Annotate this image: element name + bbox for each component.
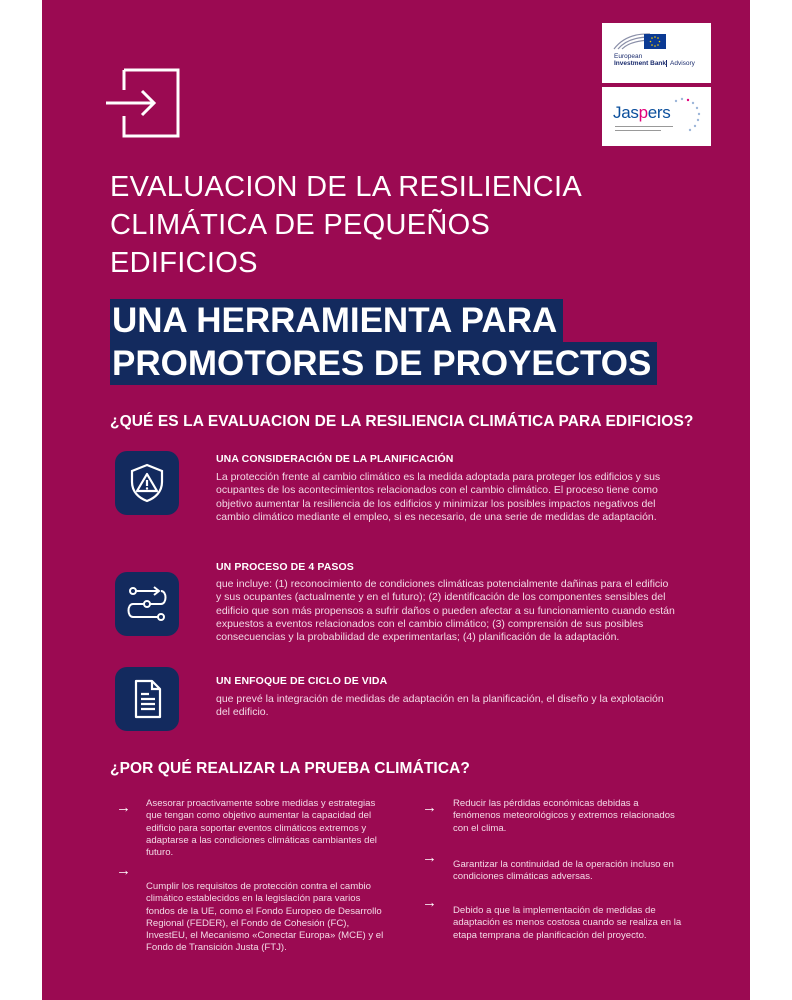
eib-name: European Investment Bank	[614, 53, 667, 67]
jaspers-tagline-lines	[615, 125, 685, 134]
jaspers-logo	[602, 87, 711, 146]
reason-item: Asesorar proactivamente sobre medidas y estrategias que tengan como objetivo aumentar la capacidad del edificio para soportar eventos climáticos extremos y adaptarse a las condiciones climáticas cambiantes del futuro.	[146, 798, 377, 859]
process-flow-icon	[125, 582, 169, 626]
eu-flag-icon	[644, 34, 666, 49]
item-title: UNA CONSIDERACIÓN DE LA PLANIFICACIÓN	[216, 453, 454, 465]
enter-icon	[106, 68, 180, 138]
arrow-right-icon: →	[422, 849, 437, 866]
item-text: La protección frente al cambio climático es la medida adoptada para proteger los edificios y sus ocupantes de los acontecimientos relacionados con el cambio climático. El proceso tiene como objetivo aumentar la resiliencia de los edificios y minimizar los posibles impactos negativos del cambio climático mediante el empleo, si es necesario, de una serie de medidas de adaptación.	[216, 471, 661, 523]
subtitle-line-2: PROMOTORES DE PROYECTOS	[110, 342, 657, 385]
arrow-right-icon: →	[422, 799, 437, 816]
arrow-right-icon: →	[116, 799, 131, 816]
item-text: que incluye: (1) reconocimiento de condiciones climáticas potencialmente dañinas para el edificio y sus ocupantes (actualmente y en el futuro); (2) identificación de los componentes sensibles del edificio que son más propensos a sufrir daños o pueden afectar a su funcionamiento cuando están expuestos a eventos relacionados con el cambio climático; (3) comprensión de sus posibles consecuencias y la probabilidad de experimentarlas; (4) planificación de la adaptación.	[216, 578, 675, 644]
reason-item: Cumplir los requisitos de protección contra el cambio climático establecidos en la legislación para varios fondos de la UE, como el Fondo Europeo de Desarrollo Regional (FEDER), el Fondo de Cohesión (FC), InvestEU, el Mecanismo «Conectar Europa» (MCE) y el Fondo de Transición Justa (FTJ).	[146, 881, 384, 954]
section-why-heading: ¿POR QUÉ REALIZAR LA PRUEBA CLIMÁTICA?	[110, 760, 470, 777]
item-icon-box	[115, 667, 179, 731]
page-subtitle	[110, 299, 657, 385]
reason-item: Debido a que la implementación de medidas de adaptación es menos costosa cuando se realiza en la etapa temprana de planificación del proyecto.	[453, 905, 682, 941]
reason-item: Reducir las pérdidas económicas debidas a fenómenos meteorológicos y extremos relacionados con el clima.	[453, 798, 675, 834]
title-line-3: EDIFICIOS	[110, 247, 258, 279]
item-text: que prevé la integración de medidas de adaptación en la planificación, el diseño y la explotación del edificio.	[216, 693, 664, 719]
page-title	[110, 168, 670, 282]
reason-item: Garantizar la continuidad de la operación incluso en condiciones climáticas adversas.	[453, 859, 674, 883]
arrow-right-icon: →	[422, 894, 437, 911]
factsheet-page	[42, 0, 750, 1000]
document-icon	[127, 678, 167, 720]
eib-advisory-label: Advisory	[666, 60, 695, 67]
jaspers-wordmark: Jaspers	[613, 103, 671, 122]
shield-warning-icon	[126, 462, 168, 504]
item-icon-box	[115, 451, 179, 515]
eib-advisory-logo	[602, 23, 711, 83]
arrow-right-icon: →	[116, 862, 131, 879]
title-line-2: CLIMÁTICA DE PEQUEÑOS	[110, 209, 491, 241]
section-what-heading: ¿QUÉ ES LA EVALUACION DE LA RESILIENCIA CLIMÁTICA PARA EDIFICIOS?	[110, 413, 694, 430]
subtitle-line-1: UNA HERRAMIENTA PARA	[110, 299, 563, 342]
item-title: UN ENFOQUE DE CICLO DE VIDA	[216, 675, 388, 687]
title-line-1: EVALUACION DE LA RESILIENCIA	[110, 171, 583, 203]
item-title: UN PROCESO DE 4 PASOS	[216, 561, 354, 573]
item-icon-box	[115, 572, 179, 636]
